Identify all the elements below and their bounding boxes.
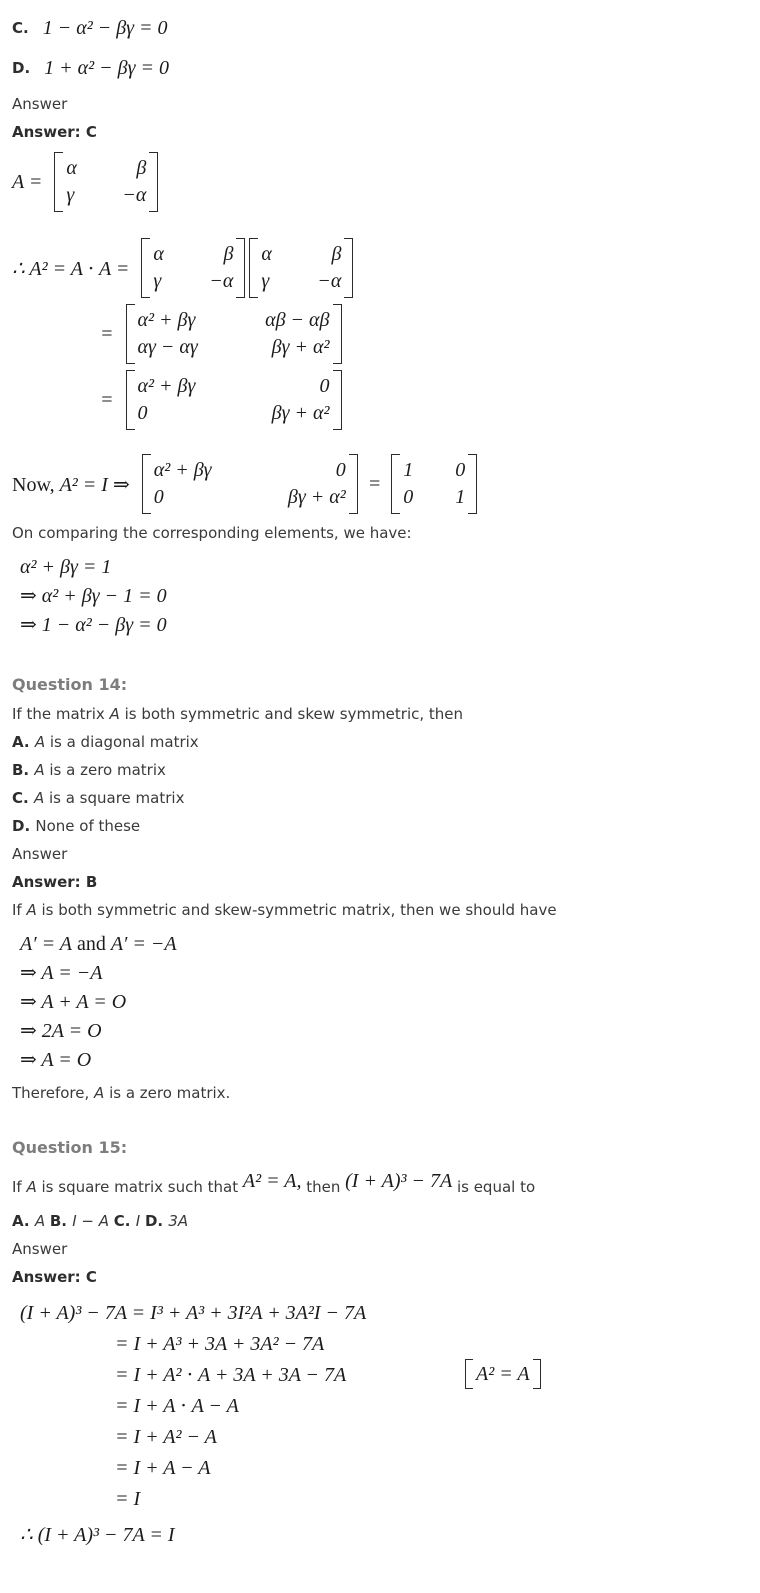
question-14-heading: Question 14:: [12, 675, 128, 694]
q13-identity-step: [12, 454, 744, 514]
matrix-cell: β: [223, 243, 234, 265]
matrix-a-squared: [142, 454, 358, 514]
q14-explanation: If A is both symmetric and skew-symmetric matrix, then we should have: [12, 901, 557, 919]
q15-options: A. A B. I − A C. I D. 3A: [12, 1212, 189, 1230]
q13-option-c-label: C.: [12, 19, 29, 37]
matrix-def-prefix: A =: [12, 170, 43, 193]
q14-intro: If the matrix A is both symmetric and skew symmetric, then: [12, 705, 464, 723]
matrix-cell: α: [261, 243, 272, 265]
matrix-cell: −α: [122, 184, 147, 206]
q14-option-a: A. A is a diagonal matrix: [12, 733, 199, 751]
q15-derivation-line-3: [115, 1362, 744, 1388]
q14-equation-1: A′ = A and A′ = −A: [20, 933, 177, 955]
q14-equation-3: ⇒ A + A = O: [20, 991, 127, 1013]
matrix-cell: 0: [403, 486, 414, 508]
matrix-cell: β: [331, 243, 342, 265]
q13-comparing-text: On comparing the corresponding elements, we have:: [12, 524, 412, 542]
matrix-cell: βγ + α²: [271, 336, 330, 358]
matrix-a-copy1: [141, 238, 245, 298]
q15-answer-toggle: Answer: [12, 1240, 68, 1258]
matrix-product-expanded: [126, 304, 342, 364]
q15-derivation-line-4: = I + A ⋅ A − A: [115, 1395, 239, 1417]
q13-square-step-line2: [100, 304, 744, 364]
matrix-cell: γ: [66, 184, 75, 206]
equals-sign: =: [100, 388, 114, 411]
matrix-product-simplified: [126, 370, 342, 430]
q13-option-d-row: [12, 56, 744, 80]
q14-option-c: C. A is a square matrix: [12, 789, 185, 807]
q14-option-b: B. A is a zero matrix: [12, 761, 166, 779]
q13-square-step-line3: [100, 370, 744, 430]
matrix-cell: α² + βγ: [153, 459, 212, 481]
matrix-cell: 1: [455, 486, 466, 508]
q15-derivation-line-5: = I + A² − A: [115, 1426, 217, 1448]
q14-answer-label: Answer: B: [12, 873, 98, 891]
matrix-cell: 0: [153, 486, 164, 508]
matrix-cell: αγ − αγ: [137, 336, 198, 358]
matrix-cell: α: [153, 243, 164, 265]
matrix-cell: 0: [319, 375, 330, 397]
q15-answer-label: Answer: C: [12, 1268, 97, 1286]
q13-equation-3: ⇒ 1 − α² − βγ = 0: [20, 614, 167, 636]
q14-option-d: D. None of these: [12, 817, 141, 835]
matrix-cell: α² + βγ: [137, 309, 196, 331]
q13-option-c-row: [12, 16, 744, 40]
q13-answer-label: Answer: C: [12, 123, 97, 141]
q13-equation-1: α² + βγ = 1: [20, 556, 112, 578]
matrix-cell: αβ − αβ: [265, 309, 330, 331]
identity-step-prefix-math: A² = I ⇒: [59, 473, 130, 496]
matrix-cell: βγ + α²: [271, 402, 330, 424]
matrix-cell: 0: [137, 402, 148, 424]
matrix-cell: γ: [261, 270, 270, 292]
identity-step-prefix-roman: Now,: [12, 473, 60, 496]
q13-option-d-label: D.: [12, 59, 31, 77]
q13-answer-toggle: Answer: [12, 95, 68, 113]
equals-sign: =: [100, 322, 114, 345]
matrix-a-copy2: [249, 238, 353, 298]
matrix-cell: β: [136, 157, 147, 179]
identity-step-prefix: [12, 472, 130, 497]
q15-derivation-line-1: (I + A)³ − 7A = I³ + A³ + 3I²A + 3A²I − 7A: [20, 1302, 367, 1324]
q15-derivation-line-3-text: = I + A² ⋅ A + 3A + 3A − 7A: [115, 1364, 347, 1386]
matrix-cell: 1: [403, 459, 414, 481]
matrix-cell: βγ + α²: [287, 486, 346, 508]
q14-answer-toggle: Answer: [12, 845, 68, 863]
matrix-cell: α² + βγ: [137, 375, 196, 397]
equals-sign: =: [367, 472, 382, 495]
q14-equation-4: ⇒ 2A = O: [20, 1020, 102, 1042]
q15-derivation-line-6: = I + A − A: [115, 1457, 211, 1479]
q13-square-step-line1: [12, 238, 744, 298]
matrix-cell: −α: [209, 270, 234, 292]
matrix-a: [54, 152, 158, 212]
q13-equation-2: ⇒ α² + βγ − 1 = 0: [20, 585, 167, 607]
q15-derivation-line-7: = I: [115, 1488, 141, 1510]
q15-derivation-line-2: = I + A³ + 3A + 3A² − 7A: [115, 1333, 325, 1355]
q15-intro: If A is square matrix such that A² = A, then (I + A)³ − 7A is equal to: [12, 1170, 536, 1196]
q13-option-c-equation: 1 − α² − βγ = 0: [42, 17, 168, 39]
q13-option-d-equation: 1 + α² − βγ = 0: [44, 57, 169, 79]
q15-condition-annotation: A² = A: [465, 1359, 541, 1389]
matrix-cell: −α: [317, 270, 342, 292]
q15-derivation-block: [20, 1300, 744, 1548]
matrix-cell: 0: [455, 459, 466, 481]
square-step-prefix: ∴ A² = A ⋅ A =: [12, 257, 130, 280]
identity-matrix: [391, 454, 477, 514]
matrix-cell: α: [66, 157, 77, 179]
q15-conclusion: ∴ (I + A)³ − 7A = I: [20, 1524, 175, 1546]
q14-conclusion: Therefore, A is a zero matrix.: [12, 1084, 231, 1102]
q14-equation-5: ⇒ A = O: [20, 1049, 92, 1071]
question-15-heading: Question 15:: [12, 1138, 128, 1157]
matrix-cell: 0: [335, 459, 346, 481]
q13-matrix-definition: [12, 152, 744, 212]
q14-equation-2: ⇒ A = −A: [20, 962, 103, 984]
matrix-cell: γ: [153, 270, 162, 292]
